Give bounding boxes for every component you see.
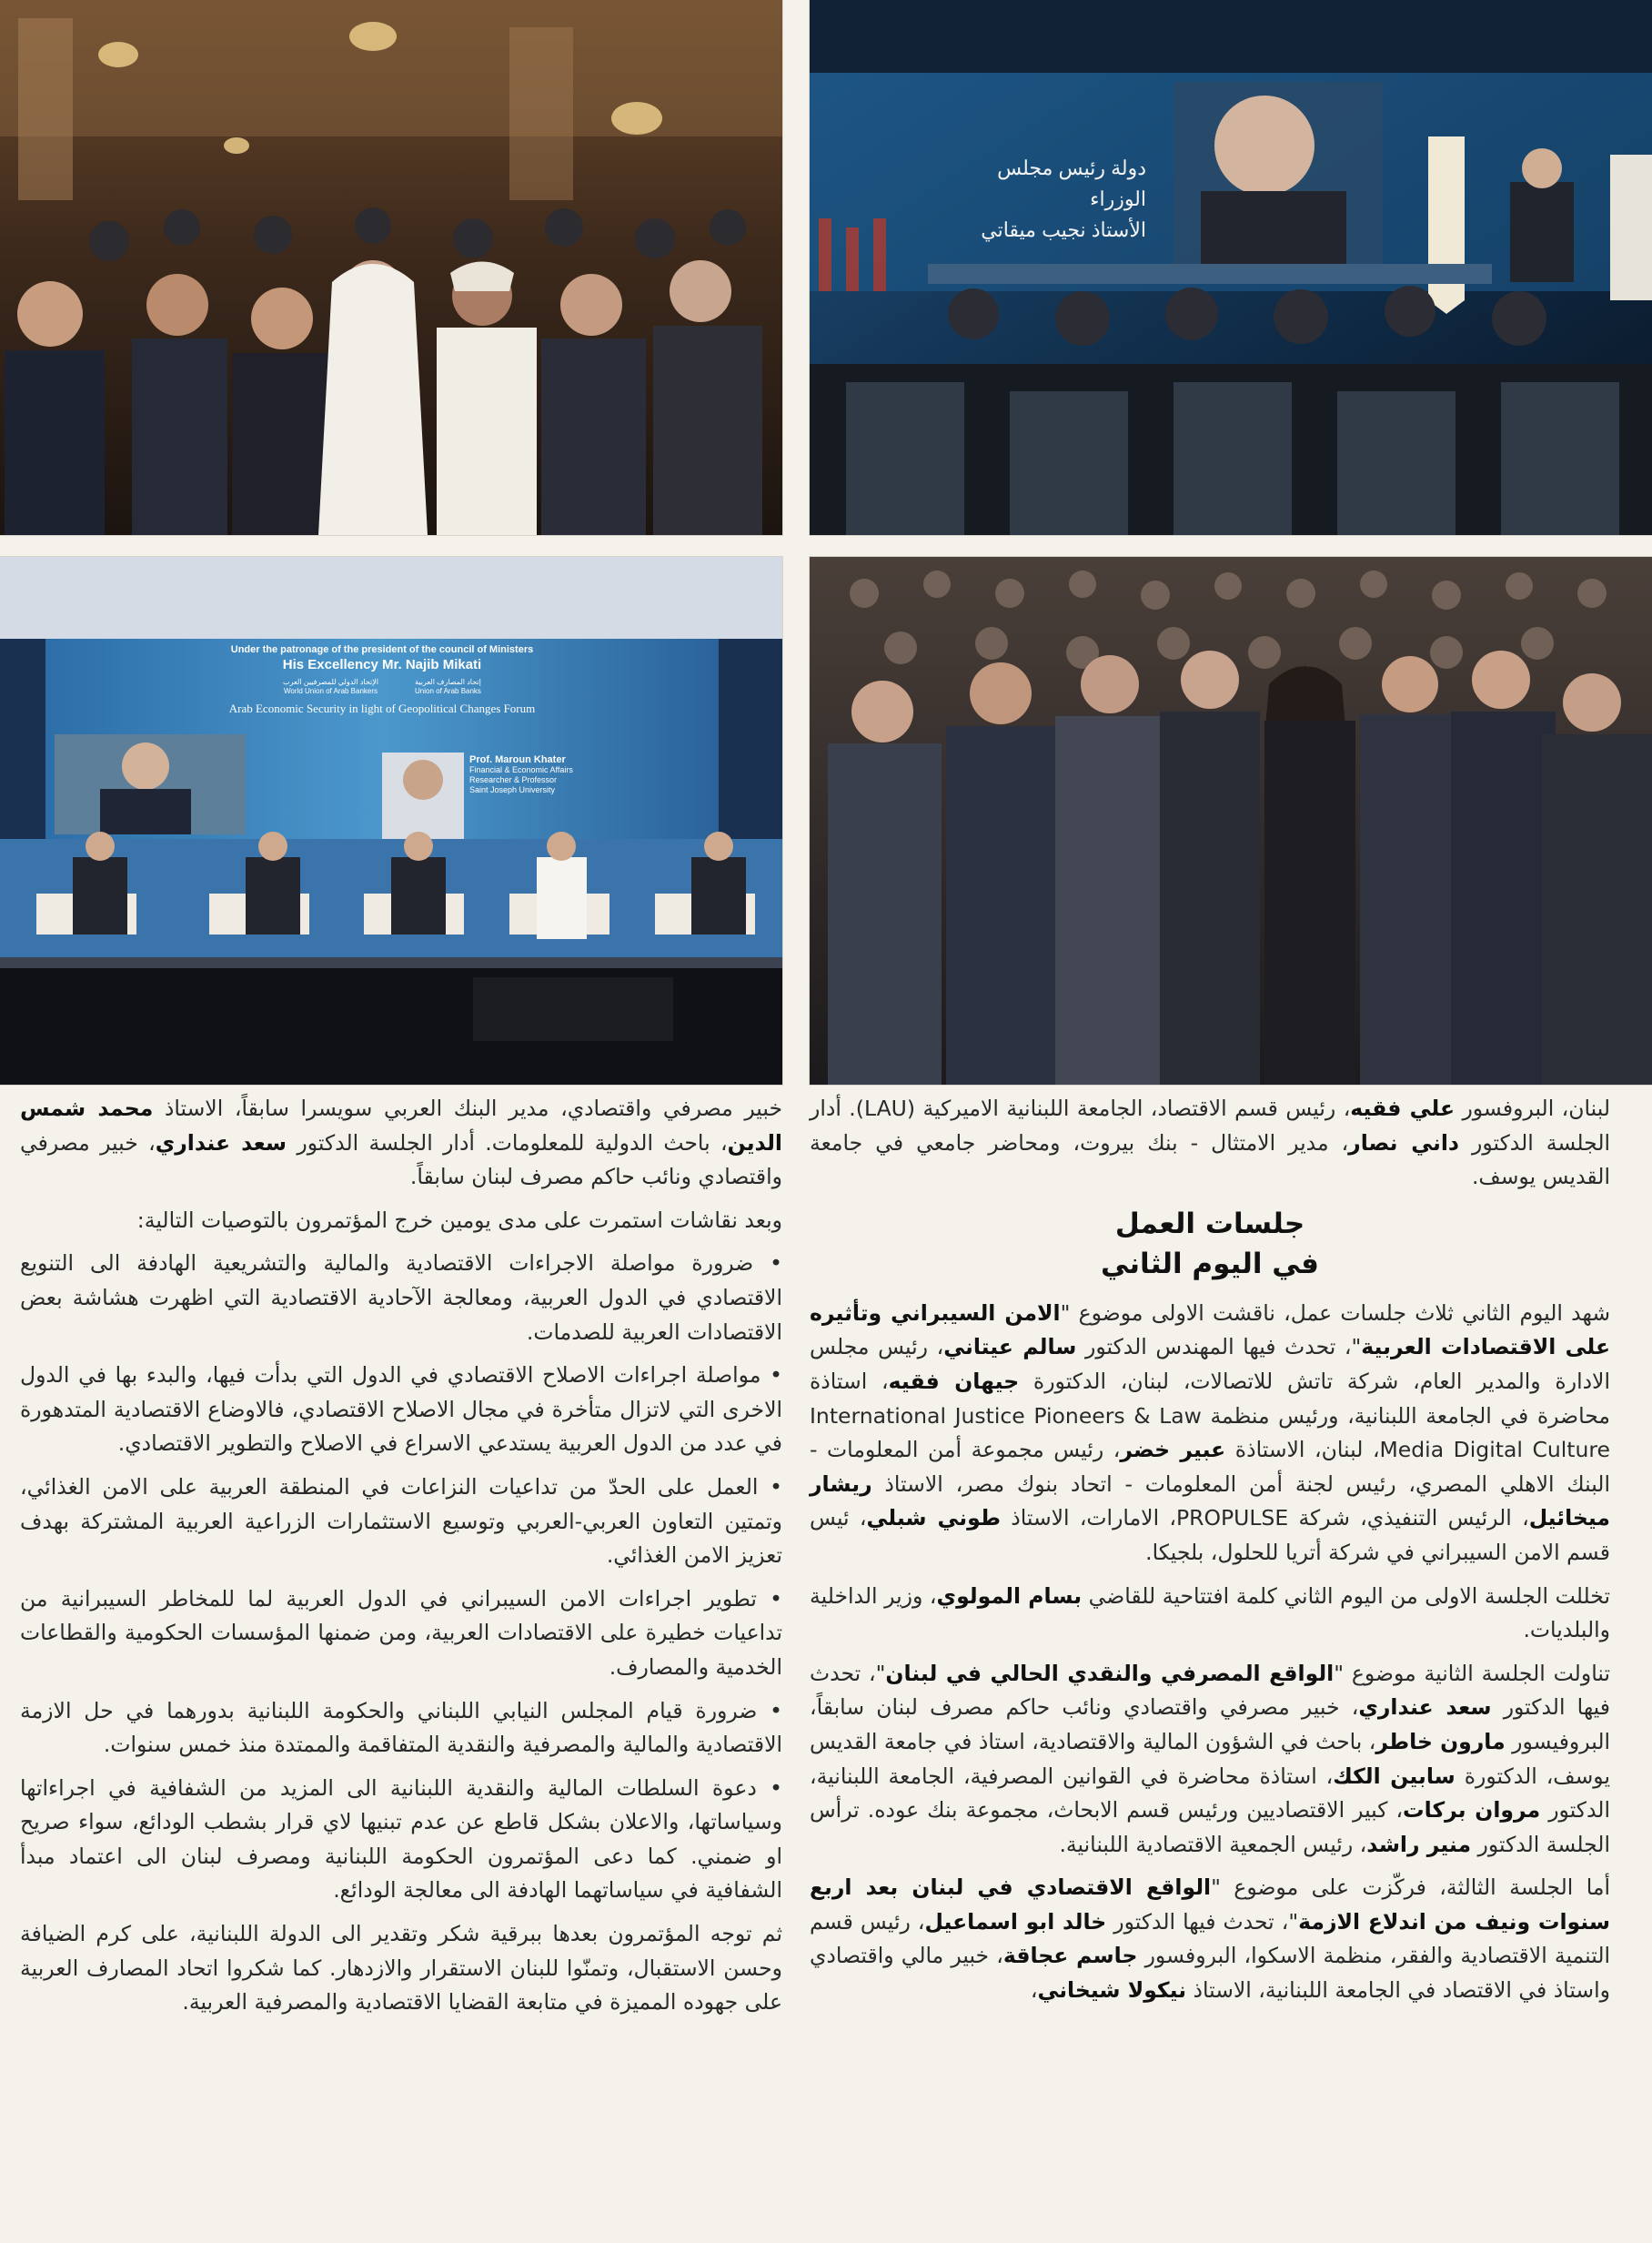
recommendation-item: • ضرورة مواصلة الاجراءات الاقتصادية والمالية والتشريعية الهادفة الى التنويع الاقتصادي في الدول العربية، ومعالجة الآحادية الاقتصادية التي اظهرت هشاشة بعض الاقتصادات العربية للصدمات. <box>20 1247 782 1349</box>
right-paragraph-opening: تخللت الجلسة الاولى من اليوم الثاني كلمة افتتاحية للقاضي بسام المولوي، وزير الداخلية والبلديات. <box>810 1582 1611 1643</box>
recommendation-item: • ضرورة قيام المجلس النيابي اللبناني والحكومة اللبنانية بدورهما في حل الازمة الاقتصادية والمالية والمصرفية والنقدية المتفاقمة والممتدة منذ خمس سنوات. <box>20 1694 782 1763</box>
banner-forum-title: Arab Economic Security in light of Geopolitical Changes Forum <box>228 702 536 715</box>
section-heading <box>810 1204 1610 1284</box>
recommendation-item: • تطوير اجراءات الامن السيبراني في الدول العربية لما للمخاطر السيبرانية من تداعيات خطيرة على الاقتصادات العربية، ومن ضمنها المؤسسات الحكومية والقطاعات الخدمية والمصارف. <box>20 1582 782 1685</box>
recommendation-item: • دعوة السلطات المالية والنقدية اللبنانية الى المزيد من الشفافية في اجراءاتها وسياساتها، والاعلان بشكل قاطع عن عدم تبنيها لاي قرار بشطب الودائع، سواء صريح او ضمني. كما دعى المؤتمرون الحكومة اللبنانية ومصرف لبنان الى اعتماد مبدأ الشفافية في سياساتهما الهادفة الى معالجة الودائع. <box>20 1772 782 1908</box>
photo-audience-front-row <box>0 0 782 535</box>
photo-panel-stage: Under the patronage of the president of the council of Ministers His Excellency Mr. Najib Mikati الإتحاد الدولي للمصرفيين العرب World Union of Arab Bankers إتحاد المصارف العربية Union of Arab Banks Arab Economic Security in light of Geopolitical Changes Forum Prof. Maroun Khater Financial & Economic Affairs Researcher & Professor Saint Joseph University <box>0 557 782 1085</box>
closing-paragraph: ثم توجه المؤتمرون بعدها ببرقية شكر وتقدير الى الدولة اللبنانية، على كرم الضيافة وحسن الاستقبال، وتمنّوا للبنان الاستقرار والازدهار. كما شكروا اتحاد المصارف العربية على جهوده المميزة في متابعة القضايا الاقتصادية والمصرفية العربية. <box>20 1921 782 2016</box>
banner-patronage: Under the patronage of the president of the council of Ministers <box>230 644 534 655</box>
banner-excellency: His Excellency Mr. Najib Mikati <box>282 657 482 672</box>
speaker-name: Prof. Maroun Khater <box>469 754 566 765</box>
left-text-column <box>20 1092 782 2029</box>
section-heading-line2: في اليوم الثاني <box>1101 1247 1319 1280</box>
right-paragraph-session1: شهد اليوم الثاني ثلاث جلسات عمل، ناقشت الاولى موضوع "الامن السيبراني وتأثيره على الاقتصادات العربية"، تحدث فيها المهندس الدكتور سالم عيتاني، رئيس مجلس الادارة والمدير العام، شركة تاتش للاتصالات، لبنان، الدكتورة جيهان فقيه، استاذة محاضرة في الجامعة اللبنانية، ورئيس منظمة International Justice Pioneers & Law Media Digital Culture، لبنان، الاستاذة عبير خضر، رئيس مجموعة أمن المعلومات - البنك الاهلي المصري، رئيس لجنة أمن المعلومات - اتحاد بنوك مصر، الاستاذ ريشار ميخائيل، الرئيس التنفيذي، شركة PROPULSE، الامارات، الاستاذ طوني شبلي، ئيس قسم الامن السيبراني في شركة أتريا للحلول، بلجيكا. <box>810 1299 1611 1565</box>
left-intro-paragraph: خبير مصرفي واقتصادي، مدير البنك العربي سويسرا سابقاً، الاستاذ محمد شمس الدين، باحث الدولية للمعلومات. أدار الجلسة الدكتور سعد عنداري، خبير مصرفي واقتصادي ونائب حاكم مصرف لبنان سابقاً. <box>20 1096 782 1190</box>
right-text-column <box>810 1092 1610 2017</box>
screen-title-line1: دولة رئيس مجلس الوزراء <box>997 157 1146 210</box>
right-intro-paragraph: لبنان، البروفسور علي فقيه، رئيس قسم الاقتصاد، الجامعة اللبنانية الاميركية (LAU). أدار الجلسة الدكتور داني نصار، مدير الامتثال - بنك بيروت، ومحاضر جامعي في جامعة القديس يوسف. <box>810 1096 1611 1190</box>
section-heading-line1: جلسات العمل <box>1114 1207 1305 1240</box>
logo-union-arab-banks: إتحاد المصارف العربية Union of Arab Banks <box>415 678 481 695</box>
photo-prime-minister-speech <box>810 0 1652 535</box>
screen-title-line2: الأستاذ نجيب ميقاتي <box>981 218 1146 241</box>
recommendation-item: • العمل على الحدّ من تداعيات النزاعات في المنطقة العربية على الامن الغذائي، وتمتين التعاون العربي-العربي وتوسيع الاستثمارات الزراعية العربية المشتركة بهدف تعزيز الامن الغذائي. <box>20 1470 782 1573</box>
right-paragraph-session3: أما الجلسة الثالثة، فركّزت على موضوع "الواقع الاقتصادي في لبنان بعد اربع سنوات ونيف من اندلاع الازمة"، تحدث فيها الدكتور خالد ابو اسماعيل، رئيس قسم التنمية الاقتصادية والفقر، منظمة الاسكوا، البروفسور جاسم عجاقة، خبير مالي واقتصادي واستاذ في الاقتصاد في الجامعة اللبنانية، الاستاذ نيكولا شيخاني، <box>810 1874 1611 2004</box>
photo-audience-second-day <box>810 557 1652 1085</box>
recommendation-item: • مواصلة اجراءات الاصلاح الاقتصادي في الدول التي بدأت فيها، والبدء بها في الدول الاخرى التي لاتزال متأخرة في مجال الاصلاح الاقتصادي، فالاوضاع الاقتصادية المتدهورة في عدد من الدول العربية يستدعي الاسراع في الاصلاح والتطوير الاقتصادي. <box>20 1359 782 1461</box>
logo-world-union-arab-bankers: الإتحاد الدولي للمصرفيين العرب World Union of Arab Bankers <box>283 678 378 695</box>
recommendations-lead: وبعد نقاشات استمرت على مدى يومين خرج المؤتمرون بالتوصيات التالية: <box>136 1207 782 1233</box>
right-paragraph-session2: تناولت الجلسة الثانية موضوع "الواقع المصرفي والنقدي الحالي في لبنان"، تحدث فيها الدكتور سعد عنداري، خبير مصرفي واقتصادي ونائب حاكم مصرف لبنان سابقاً، البروفيسور مارون خاطر، باحث في الشؤون المالية والاقتصادية، استاذ في جامعة القديس يوسف، الدكتورة سابين الكك، استاذة محاضرة في القوانين المصرفية، الجامعة اللبنانية، الدكتور مروان بركات، كبير الاقتصاديين ورئيس قسم الابحاث، مجموعة بنك عوده. ترأس الجلسة الدكتور منير راشد، رئيس الجمعية الاقتصادية اللبنانية. <box>810 1660 1611 1857</box>
